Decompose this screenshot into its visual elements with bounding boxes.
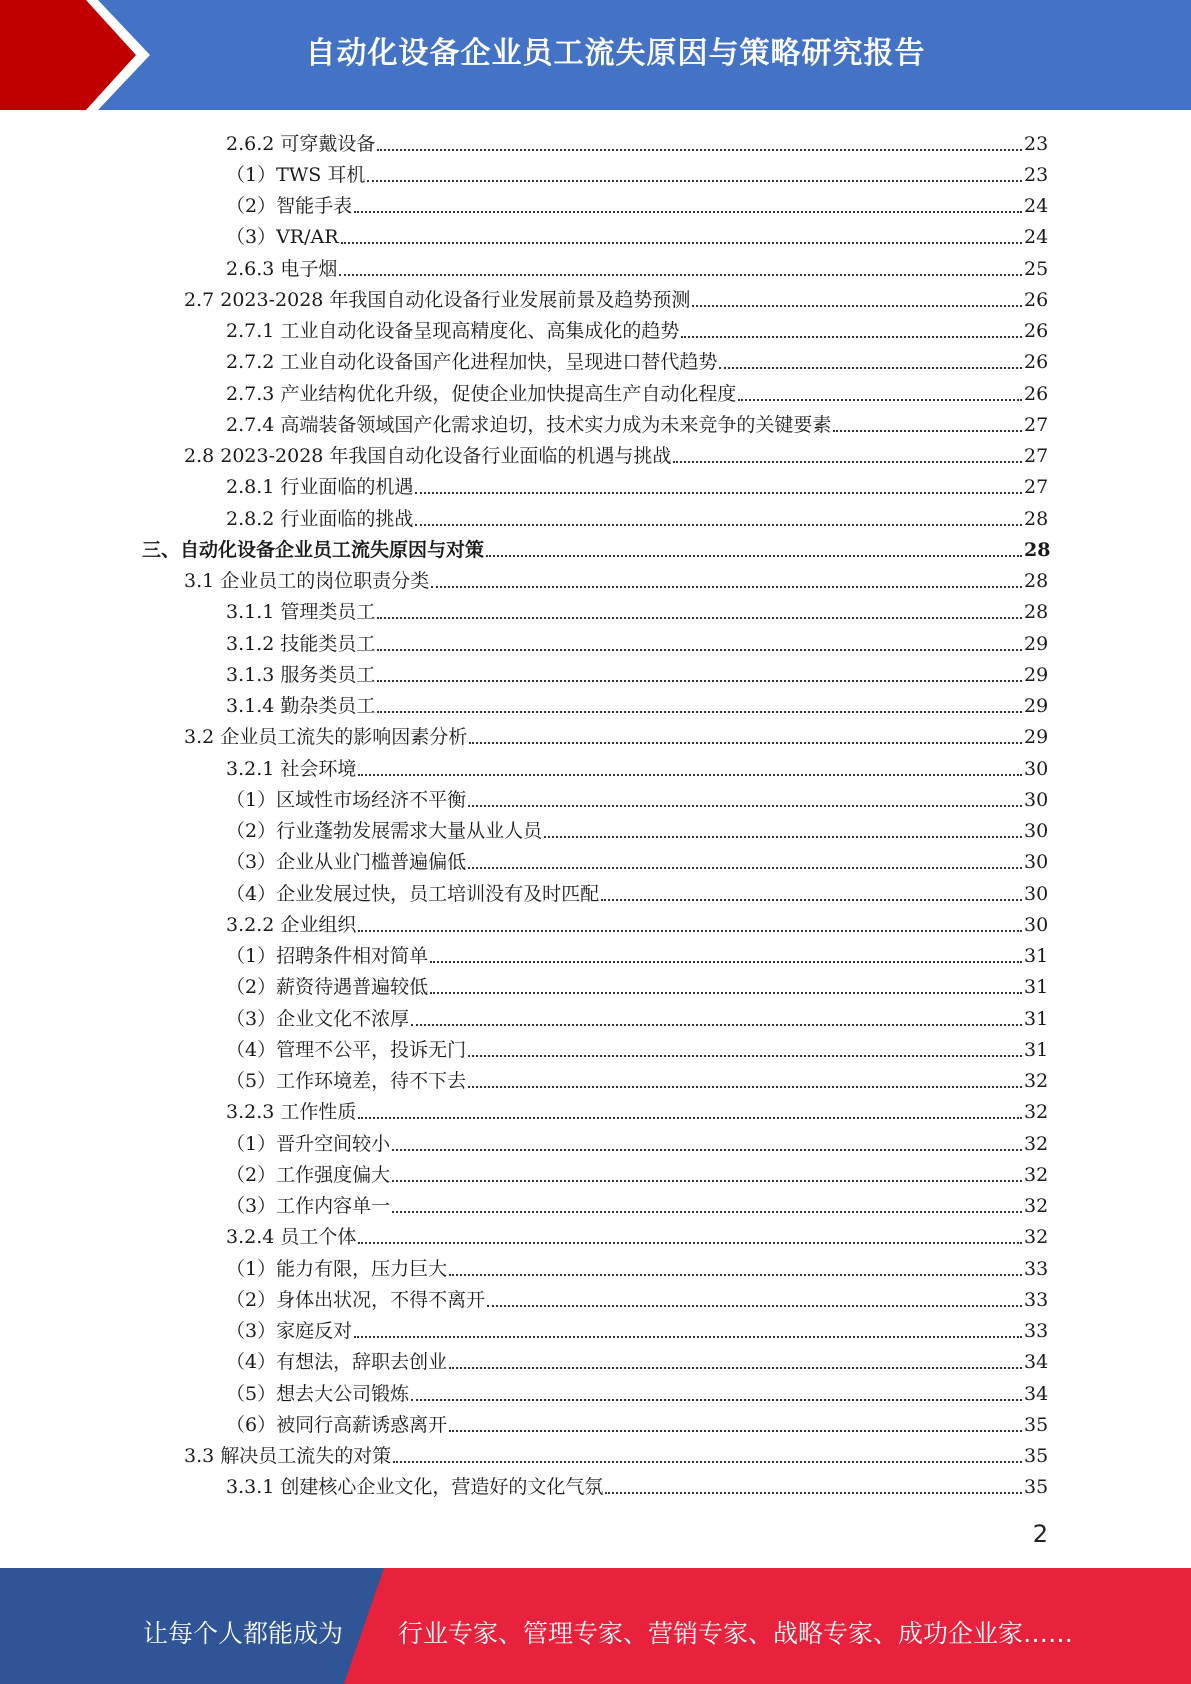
toc-dot-leader: [601, 899, 1022, 901]
toc-dot-leader: [392, 1149, 1022, 1151]
toc-entry[interactable]: [0, 159, 1191, 190]
toc-entry-label: （1）TWS 耳机: [226, 163, 366, 186]
toc-dot-leader: [341, 242, 1022, 244]
toc-dot-leader: [377, 680, 1022, 682]
toc-entry[interactable]: [0, 534, 1191, 565]
toc-dot-leader: [833, 430, 1022, 432]
toc-entry-page: 32: [1024, 1132, 1049, 1155]
toc-entry[interactable]: [0, 316, 1191, 347]
toc-entry-page: 30: [1024, 851, 1049, 874]
toc-entry[interactable]: [0, 1034, 1191, 1065]
toc-entry-page: 33: [1024, 1288, 1049, 1311]
toc-entry[interactable]: [0, 972, 1191, 1003]
footer-banner: [0, 1568, 1191, 1684]
toc-dot-leader: [430, 961, 1022, 963]
toc-entry-label: 2.8.1 行业面临的机遇: [226, 476, 414, 499]
toc-entry-page: 26: [1024, 351, 1049, 374]
toc-entry-page: 28: [1024, 507, 1049, 530]
toc-entry[interactable]: [0, 1191, 1191, 1222]
toc-entry[interactable]: [0, 1003, 1191, 1034]
toc-entry-page: 35: [1024, 1413, 1049, 1436]
toc-dot-leader: [449, 1367, 1022, 1369]
toc-entry-label: （3）企业从业门槛普遍偏低: [226, 851, 467, 874]
toc-entry-label: （4）企业发展过快，员工培训没有及时匹配: [226, 882, 600, 905]
toc-entry[interactable]: [0, 1253, 1191, 1284]
toc-dot-leader: [673, 461, 1022, 463]
toc-entry[interactable]: [0, 441, 1191, 472]
toc-entry-page: 31: [1024, 976, 1049, 999]
toc-entry-label: （4）管理不公平，投诉无门: [226, 1038, 467, 1061]
toc-dot-leader: [377, 649, 1022, 651]
toc-dot-leader: [411, 1024, 1022, 1026]
toc-entry-label: （6）被同行高薪诱惑离开: [226, 1413, 448, 1436]
toc-entry-label: （1）招聘条件相对简单: [226, 945, 429, 968]
toc-entry-label: 3.3 解决员工流失的对策: [184, 1445, 392, 1468]
toc-dot-leader: [681, 336, 1022, 338]
toc-dot-leader: [377, 149, 1022, 151]
toc-dot-leader: [411, 1399, 1022, 1401]
toc-entry-label: 3.1.2 技能类员工: [226, 632, 376, 655]
toc-entry-label: 2.7.1 工业自动化设备呈现高精度化、高集成化的趋势: [226, 320, 680, 343]
toc-dot-leader: [339, 274, 1022, 276]
toc-dot-leader: [449, 1430, 1022, 1432]
toc-dot-leader: [469, 742, 1022, 744]
toc-entry[interactable]: [0, 628, 1191, 659]
toc-dot-leader: [392, 1211, 1022, 1213]
toc-entry-page: 31: [1024, 1038, 1049, 1061]
toc-entry-label: 3.2.2 企业组织: [226, 913, 357, 936]
toc-entry-label: （2）身体出状况，不得不离开: [226, 1288, 486, 1311]
toc-entry-label: （2）薪资待遇普遍较低: [226, 976, 429, 999]
toc-entry[interactable]: [0, 284, 1191, 315]
toc-entry[interactable]: [0, 1097, 1191, 1128]
toc-dot-leader: [738, 399, 1022, 401]
toc-entry[interactable]: [0, 222, 1191, 253]
report-header: [0, 0, 1191, 110]
toc-entry[interactable]: [0, 1159, 1191, 1190]
toc-entry[interactable]: [0, 566, 1191, 597]
toc-entry-page: 32: [1024, 1101, 1049, 1124]
toc-entry-page: 26: [1024, 382, 1049, 405]
toc-dot-leader: [692, 305, 1022, 307]
toc-dot-leader: [719, 367, 1022, 369]
toc-entry-page: 26: [1024, 288, 1049, 311]
toc-entry-page: 30: [1024, 882, 1049, 905]
toc-dot-leader: [544, 836, 1022, 838]
toc-entry-page: 27: [1024, 476, 1049, 499]
toc-entry-label: （1）能力有限，压力巨大: [226, 1257, 448, 1280]
toc-entry[interactable]: [0, 909, 1191, 940]
toc-entry-page: 29: [1024, 695, 1049, 718]
toc-entry-label: （2）工作强度偏大: [226, 1163, 391, 1186]
toc-entry-label: 2.8 2023-2028 年我国自动化设备行业面临的机遇与挑战: [184, 445, 672, 468]
toc-entry-page: 32: [1024, 1070, 1049, 1093]
toc-entry[interactable]: [0, 941, 1191, 972]
toc-entry-page: 25: [1024, 257, 1049, 280]
toc-dot-leader: [358, 930, 1022, 932]
toc-entry[interactable]: [0, 1441, 1191, 1472]
toc-entry-page: 23: [1024, 132, 1049, 155]
toc-entry-label: （1）区域性市场经济不平衡: [226, 788, 467, 811]
toc-entry[interactable]: [0, 784, 1191, 815]
toc-entry-page: 32: [1024, 1226, 1049, 1249]
toc-entry-label: 2.8.2 行业面临的挑战: [226, 507, 414, 530]
toc-entry-label: （2）行业蓬勃发展需求大量从业人员: [226, 820, 543, 843]
toc-entry-page: 30: [1024, 913, 1049, 936]
toc-entry[interactable]: [0, 1066, 1191, 1097]
toc-entry-page: 33: [1024, 1320, 1049, 1343]
toc-entry[interactable]: [0, 378, 1191, 409]
toc-entry-label: 2.6.2 可穿戴设备: [226, 132, 376, 155]
toc-entry-page: 31: [1024, 945, 1049, 968]
toc-entry[interactable]: [0, 347, 1191, 378]
toc-dot-leader: [487, 1305, 1022, 1307]
toc-entry[interactable]: [0, 1472, 1191, 1503]
toc-entry-label: 2.7.2 工业自动化设备国产化进程加快，呈现进口替代趋势: [226, 351, 718, 374]
toc-entry[interactable]: [0, 878, 1191, 909]
toc-entry-page: 29: [1024, 663, 1049, 686]
toc-entry[interactable]: [0, 1347, 1191, 1378]
toc-entry-label: 3.2.1 社会环境: [226, 757, 357, 780]
toc-entry-page: 28: [1024, 538, 1051, 561]
toc-entry[interactable]: [0, 503, 1191, 534]
toc-entry-label: （4）有想法，辞职去创业: [226, 1351, 448, 1374]
footer-slogan-left: 让每个人都能成为: [143, 1619, 344, 1648]
toc-entry[interactable]: [0, 253, 1191, 284]
toc-entry-page: 23: [1024, 163, 1049, 186]
toc-entry-label: （1）晋升空间较小: [226, 1132, 391, 1155]
toc-entry[interactable]: [0, 1128, 1191, 1159]
toc-entry[interactable]: [0, 472, 1191, 503]
toc-entry-page: 35: [1024, 1476, 1049, 1499]
toc-entry-label: （3）家庭反对: [226, 1320, 353, 1343]
toc-entry-page: 30: [1024, 788, 1049, 811]
toc-entry-page: 27: [1024, 413, 1049, 436]
toc-entry[interactable]: [0, 128, 1191, 159]
page-number: 2: [1032, 1520, 1048, 1548]
toc-entry-label: 3.1 企业员工的岗位职责分类: [184, 570, 430, 593]
toc-entry-page: 24: [1024, 226, 1049, 249]
toc-dot-leader: [392, 1180, 1022, 1182]
toc-dot-leader: [449, 1274, 1022, 1276]
toc-entry-label: 3.1.3 服务类员工: [226, 663, 376, 686]
toc-entry[interactable]: [0, 1409, 1191, 1440]
toc-entry-page: 30: [1024, 820, 1049, 843]
toc-entry-label: （5）想去大公司锻炼: [226, 1382, 410, 1405]
toc-entry-label: （3）企业文化不浓厚: [226, 1007, 410, 1030]
toc-entry-page: 34: [1024, 1382, 1049, 1405]
toc-dot-leader: [415, 524, 1022, 526]
report-title: 自动化设备企业员工流失原因与策略研究报告: [305, 36, 926, 71]
toc-entry[interactable]: [0, 659, 1191, 690]
footer-slogan-right: 行业专家、管理专家、营销专家、战略专家、成功企业家……: [398, 1619, 1074, 1648]
toc-entry-page: 31: [1024, 1007, 1049, 1030]
toc-dot-leader: [430, 992, 1022, 994]
toc-entry-page: 26: [1024, 320, 1049, 343]
toc-dot-leader: [354, 1336, 1022, 1338]
toc-entry-page: 28: [1024, 601, 1049, 624]
toc-entry[interactable]: [0, 1316, 1191, 1347]
toc-dot-leader: [486, 555, 1022, 557]
toc-dot-leader: [415, 492, 1022, 494]
toc-dot-leader: [377, 617, 1022, 619]
toc-entry[interactable]: [0, 753, 1191, 784]
toc-entry-label: 3.1.4 勤杂类员工: [226, 695, 376, 718]
toc-entry-label: 3.1.1 管理类员工: [226, 601, 376, 624]
toc-entry-page: 33: [1024, 1257, 1049, 1280]
toc-entry[interactable]: [0, 597, 1191, 628]
toc-entry-label: 2.6.3 电子烟: [226, 257, 338, 280]
toc-entry-page: 27: [1024, 445, 1049, 468]
table-of-contents: [0, 128, 1191, 1503]
toc-dot-leader: [468, 1086, 1022, 1088]
toc-entry[interactable]: [0, 722, 1191, 753]
toc-entry-label: 2.7.4 高端装备领域国产化需求迫切，技术实力成为未来竞争的关键要素: [226, 413, 832, 436]
toc-dot-leader: [358, 774, 1022, 776]
toc-entry-page: 32: [1024, 1163, 1049, 1186]
toc-entry[interactable]: [0, 1378, 1191, 1409]
toc-dot-leader: [358, 1117, 1022, 1119]
toc-dot-leader: [377, 711, 1022, 713]
toc-dot-leader: [468, 805, 1022, 807]
toc-entry-label: 3.2 企业员工流失的影响因素分析: [184, 726, 468, 749]
toc-entry-label: （5）工作环境差，待不下去: [226, 1070, 467, 1093]
toc-entry-page: 35: [1024, 1445, 1049, 1468]
toc-entry[interactable]: [0, 816, 1191, 847]
toc-dot-leader: [358, 1242, 1022, 1244]
toc-entry-page: 24: [1024, 195, 1049, 218]
toc-entry[interactable]: [0, 1284, 1191, 1315]
toc-entry-page: 30: [1024, 757, 1049, 780]
toc-entry-page: 29: [1024, 632, 1049, 655]
toc-dot-leader: [468, 1055, 1022, 1057]
toc-entry-page: 28: [1024, 570, 1049, 593]
toc-entry-label: 3.3.1 创建核心企业文化，营造好的文化气氛: [226, 1476, 604, 1499]
toc-dot-leader: [605, 1492, 1022, 1494]
toc-entry[interactable]: [0, 409, 1191, 440]
toc-entry[interactable]: [0, 1222, 1191, 1253]
toc-entry-label: 三、自动化设备企业员工流失原因与对策: [142, 538, 485, 561]
toc-entry-page: 32: [1024, 1195, 1049, 1218]
toc-entry-page: 34: [1024, 1351, 1049, 1374]
toc-entry-label: （3）工作内容单一: [226, 1195, 391, 1218]
toc-dot-leader: [468, 867, 1022, 869]
toc-entry-label: （3）VR/AR: [226, 226, 339, 249]
toc-entry-label: 2.7 2023-2028 年我国自动化设备行业发展前景及趋势预测: [184, 288, 691, 311]
toc-dot-leader: [393, 1461, 1022, 1463]
toc-entry-label: 2.7.3 产业结构优化升级，促使企业加快提高生产自动化程度: [226, 382, 737, 405]
toc-entry-label: （2）智能手表: [226, 195, 353, 218]
toc-entry-page: 29: [1024, 726, 1049, 749]
toc-entry-label: 3.2.3 工作性质: [226, 1101, 357, 1124]
toc-entry-label: 3.2.4 员工个体: [226, 1226, 357, 1249]
toc-entry[interactable]: [0, 691, 1191, 722]
toc-dot-leader: [431, 586, 1022, 588]
toc-dot-leader: [367, 180, 1022, 182]
toc-entry[interactable]: [0, 191, 1191, 222]
toc-entry[interactable]: [0, 847, 1191, 878]
toc-dot-leader: [354, 211, 1022, 213]
